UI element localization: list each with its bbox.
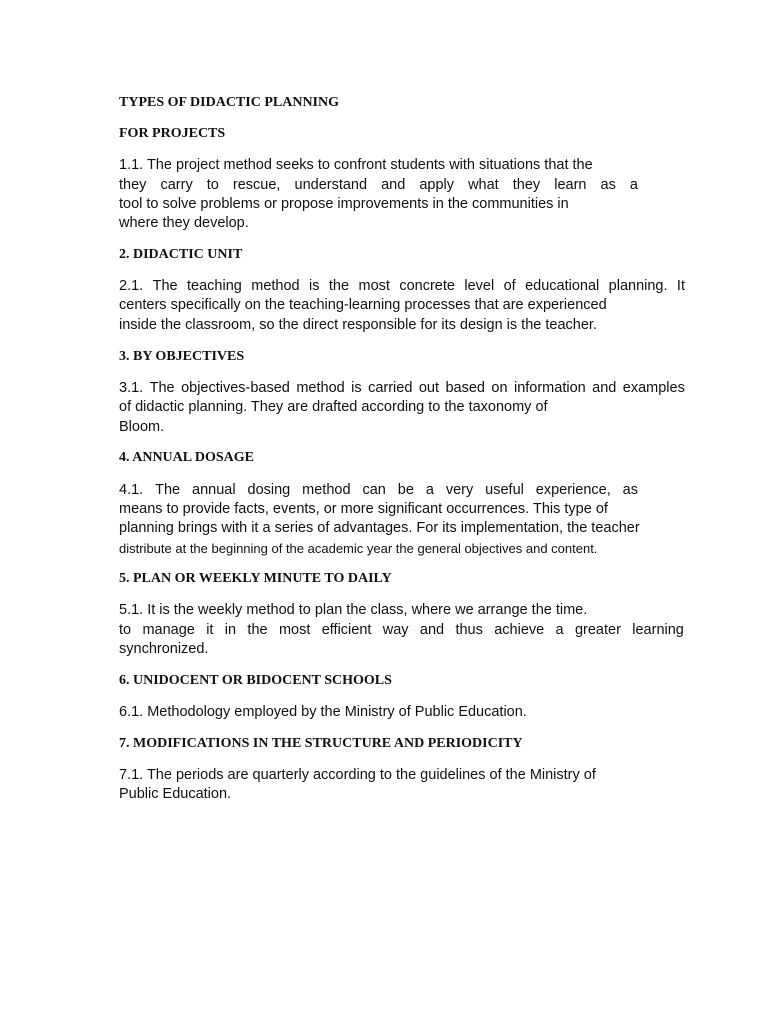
paragraph-line: means to provide facts, events, or more significant occurrences. This type of	[119, 501, 608, 517]
word: objectives-based	[181, 380, 290, 396]
word: is	[351, 380, 362, 396]
word: it	[206, 622, 214, 638]
word: as	[622, 482, 638, 498]
word: learn	[554, 177, 587, 193]
word: understand	[294, 177, 368, 193]
word: dosing	[247, 482, 291, 498]
section-heading-modifications: 7. MODIFICATIONS IN THE STRUCTURE AND PERIODICITY	[119, 736, 523, 751]
word: they	[119, 177, 147, 193]
word: to	[206, 177, 219, 193]
paragraph-line: where they develop.	[119, 215, 249, 231]
paragraph-line	[119, 621, 684, 640]
word: method	[302, 482, 351, 498]
word: information	[513, 380, 586, 396]
section-heading-annual-dosage: 4. ANNUAL DOSAGE	[119, 450, 254, 465]
word: rescue,	[232, 177, 281, 193]
document-title: TYPES OF DIDACTIC PLANNING	[119, 95, 340, 110]
word: out	[418, 380, 439, 396]
paragraph-line: 5.1. It is the weekly method to plan the class, where we arrange the time.	[119, 602, 588, 618]
word: and	[419, 622, 445, 638]
word: 3.1.	[119, 380, 144, 396]
word: be	[397, 482, 414, 498]
paragraph-line: synchronized.	[119, 641, 209, 657]
word: experience,	[535, 482, 611, 498]
section-heading-didactic-unit: 2. DIDACTIC UNIT	[119, 247, 243, 262]
word: what	[468, 177, 499, 193]
word: and	[592, 380, 617, 396]
word: the	[328, 278, 350, 294]
section-heading-weekly-plan: 5. PLAN OR WEEKLY MINUTE TO DAILY	[119, 571, 392, 586]
paragraph-line	[119, 277, 685, 296]
word: to	[119, 622, 132, 638]
word: The	[155, 482, 181, 498]
word: useful	[485, 482, 524, 498]
paragraph-line: planning brings with it a series of advantages. For its implementation, the teacher	[119, 520, 640, 536]
word: 4.1.	[119, 482, 144, 498]
paragraph-line: Bloom.	[119, 419, 165, 435]
section-heading-projects: FOR PROJECTS	[119, 126, 226, 141]
paragraph-line: tool to solve problems or propose improvements in the communities in	[119, 196, 569, 212]
paragraph-line: of didactic planning. They are drafted according to the taxonomy of	[119, 399, 548, 415]
word: most	[358, 278, 390, 294]
word: on	[491, 380, 508, 396]
word: achieve	[494, 622, 545, 638]
word: way	[382, 622, 409, 638]
word: teaching	[187, 278, 242, 294]
word: learning	[632, 622, 684, 638]
paragraph-line: centers specifically on the teaching-learning processes that are experienced	[119, 297, 607, 313]
word: carry	[160, 177, 193, 193]
word: as	[600, 177, 616, 193]
word: based	[445, 380, 485, 396]
paragraph-line	[119, 481, 638, 500]
word: educational	[525, 278, 600, 294]
section-heading-unidocent-schools: 6. UNIDOCENT OR BIDOCENT SCHOOLS	[119, 673, 392, 688]
word: a	[555, 622, 564, 638]
paragraph-line: Public Education.	[119, 786, 232, 802]
word: and	[381, 177, 406, 193]
word: can	[362, 482, 386, 498]
word: planning.	[608, 278, 668, 294]
paragraph-line	[119, 176, 638, 195]
word: greater	[574, 622, 621, 638]
paragraph-line: inside the classroom, so the direct responsible for its design is the teacher.	[119, 317, 597, 333]
word: The	[149, 380, 175, 396]
word: manage	[142, 622, 195, 638]
word: thus	[455, 622, 483, 638]
word: a	[629, 177, 638, 193]
word: of	[503, 278, 516, 294]
word: very	[445, 482, 474, 498]
paragraph-line: 7.1. The periods are quarterly according to the guidelines of the Ministry of	[119, 767, 596, 783]
word: examples	[622, 380, 685, 396]
section-heading-by-objectives: 3. BY OBJECTIVES	[119, 349, 245, 364]
word: method	[251, 278, 300, 294]
word: 2.1.	[119, 278, 144, 294]
word: level	[464, 278, 495, 294]
word: annual	[192, 482, 236, 498]
word: efficient	[321, 622, 372, 638]
word: It	[676, 278, 685, 294]
paragraph-line	[119, 379, 685, 398]
word: carried	[368, 380, 413, 396]
paragraph-line: 6.1. Methodology employed by the Ministry of Public Education.	[119, 704, 527, 720]
word: they	[512, 177, 541, 193]
word: apply	[419, 177, 455, 193]
word: concrete	[399, 278, 455, 294]
paragraph-line: 1.1. The project method seeks to confront students with situations that the	[119, 157, 593, 173]
word: most	[278, 622, 311, 638]
word: The	[152, 278, 178, 294]
word: the	[247, 622, 268, 638]
word: is	[309, 278, 320, 294]
word: method	[296, 380, 345, 396]
word: a	[425, 482, 434, 498]
word: in	[224, 622, 237, 638]
paragraph-line: distribute at the beginning of the academic year the general objectives and content.	[119, 541, 598, 556]
